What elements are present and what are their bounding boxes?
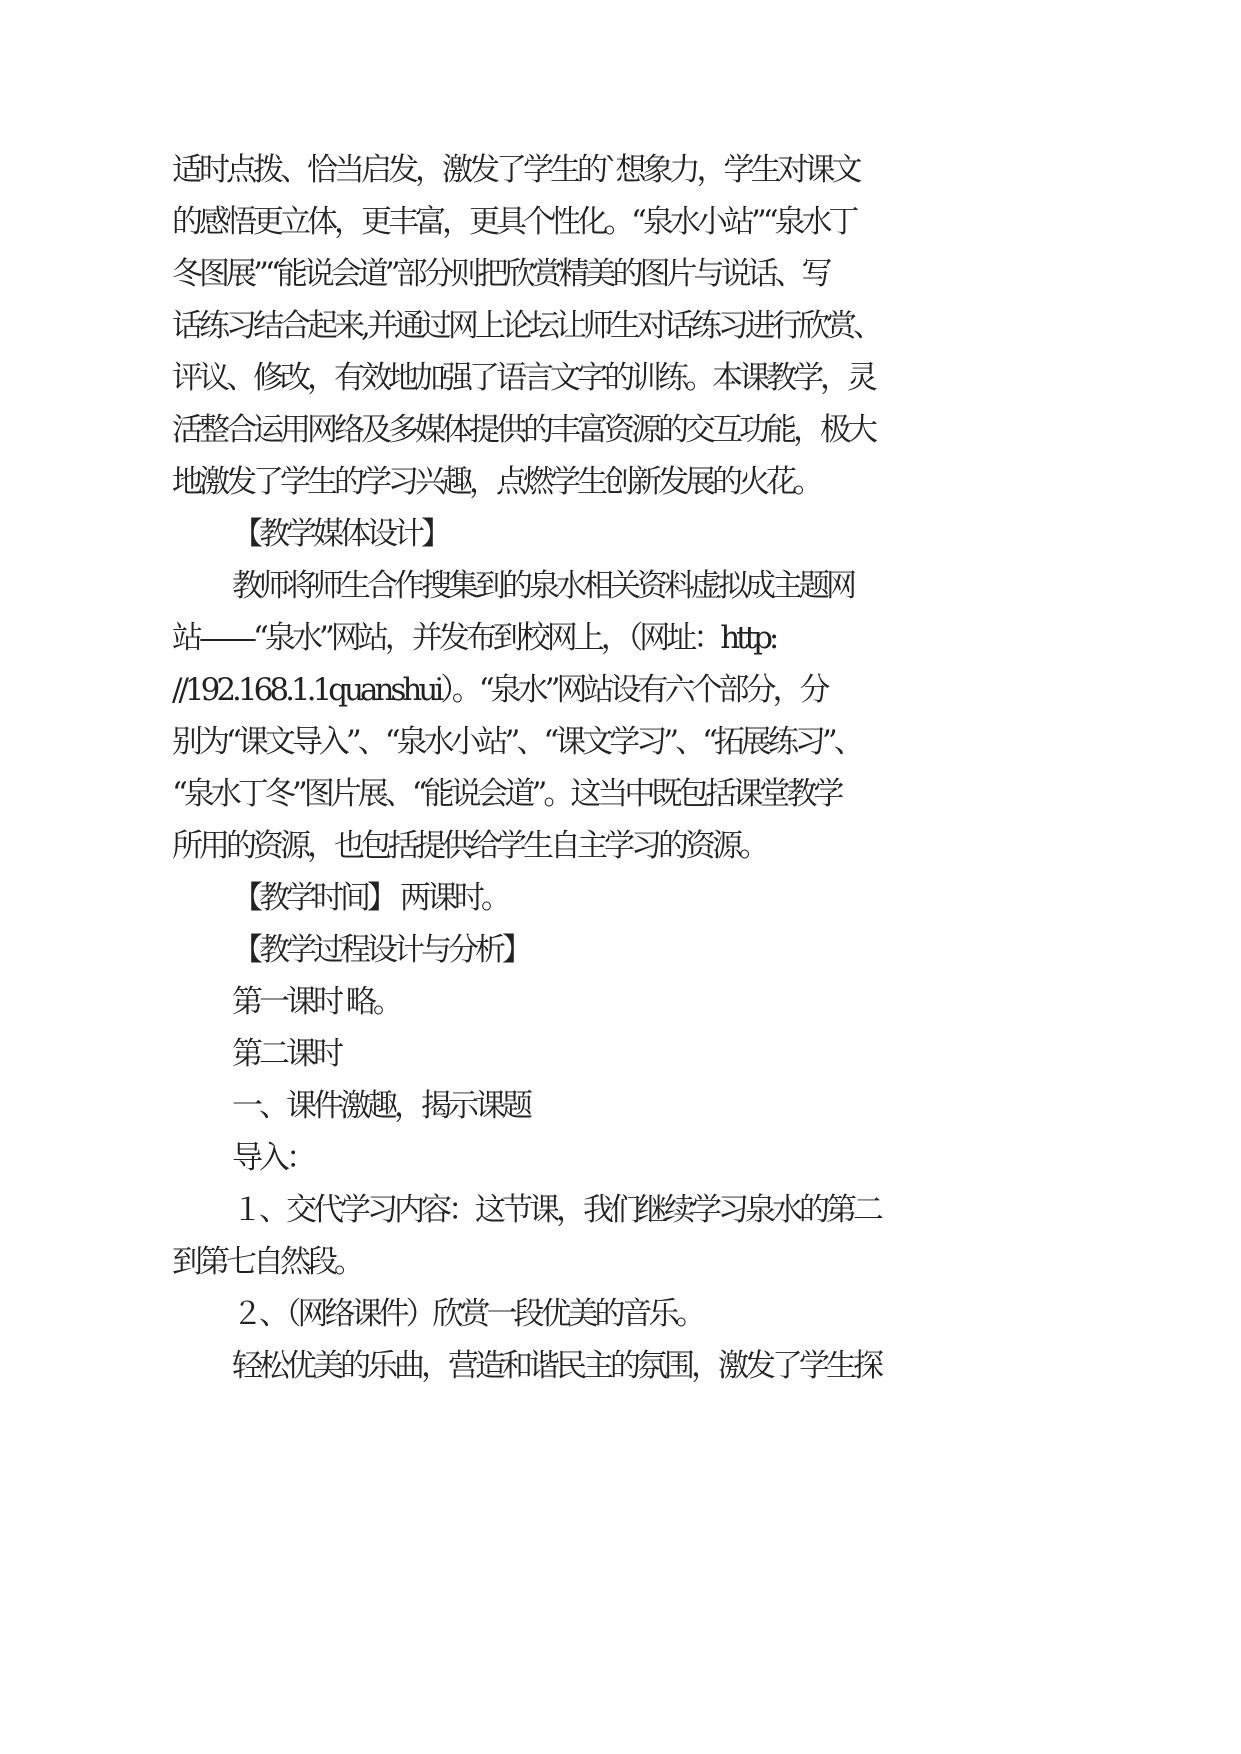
text-line: 地激发了学生的学习兴趣，点燃学生创新发展的火花。 (172, 464, 820, 500)
text-line: 到第七自然段。 (172, 1244, 361, 1280)
text-line: 的感悟更立体，更丰富，更具个性化。“泉水小站”“泉水丁 (172, 204, 856, 240)
text-line: 所用的资源，也包括提供给学生自主学习的资源。 (172, 828, 766, 864)
text-line: 站——“泉水”网站，并发布到校网上，（网址：http: (172, 620, 776, 656)
text-line: 话练习结合起来,并通过网上论坛让师生对话练习进行欣赏、 (172, 308, 880, 344)
text-line: 轻松优美的乐曲，营造和谐民主的氛围，激发了学生探 (232, 1348, 880, 1384)
text-line: 活整合运用网络及多媒体提供的丰富资源的交互功能，极大 (172, 412, 874, 448)
section-heading: 【教学时间】 两课时。 (232, 880, 508, 916)
text-line: //192.168.1.1quanshui）。“泉水”网站设有六个部分，分 (172, 672, 827, 708)
section-heading: 【教学过程设计与分析】 (232, 932, 529, 968)
text-line: 第一课时 略。 (232, 984, 400, 1020)
text-line: 导入： (232, 1140, 313, 1176)
section-heading: 【教学媒体设计】 (232, 516, 448, 552)
text-line: 教师将师生合作搜集到的泉水相关资料虚拟成主题网 (232, 568, 853, 604)
text-line: 一、课件激趣，揭示课题 (232, 1088, 529, 1124)
text-line: １、交代学习内容：这节课，我们继续学习泉水的第二 (232, 1192, 880, 1228)
text-line: “泉水丁冬”图片展、“能说会道”。这当中既包括课堂教学 (172, 776, 841, 812)
text-line: 适时点拨、恰当启发，激发了学生的`想象力，学生对课文 (172, 152, 859, 188)
text-line: 别为“课文导入”、“泉水小站”、“课文学习”、“拓展练习”、 (172, 724, 861, 760)
text-line: 评议、修改，有效地加强了语言文字的训练。本课教学，灵 (172, 360, 874, 396)
text-line: ２、（网络课件）欣赏一段优美的音乐。 (232, 1296, 703, 1332)
text-line: 冬图展”“能说会道”部分则把欣赏精美的图片与说话、写 (172, 256, 829, 292)
text-line: 第二课时 (232, 1036, 340, 1072)
